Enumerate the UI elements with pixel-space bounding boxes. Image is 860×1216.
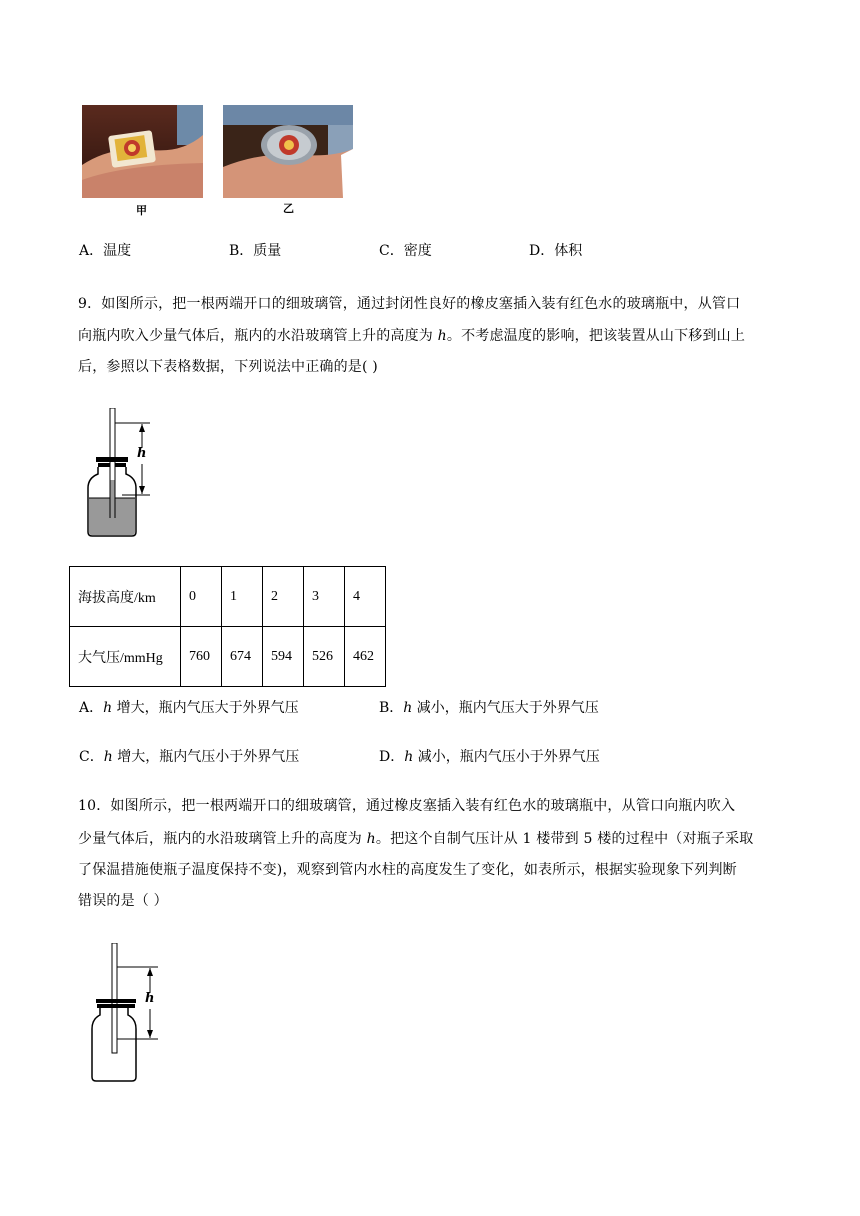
table-row bbox=[70, 627, 386, 687]
q9-figure-h-label: h bbox=[137, 446, 147, 461]
table-cell: 674 bbox=[222, 627, 263, 687]
table-cell: 462 bbox=[345, 627, 386, 687]
q10-figure-h-label: h bbox=[145, 991, 155, 1006]
caption-jia: 甲 bbox=[136, 204, 147, 217]
table-cell: 1 bbox=[222, 567, 263, 627]
altitude-pressure-table bbox=[69, 566, 386, 687]
q8-option-d[interactable]: D．体积 bbox=[529, 243, 583, 259]
q9-option-d[interactable]: D．h 减小，瓶内气压小于外界气压 bbox=[379, 749, 600, 765]
table-header-altitude: 海拔高度/km bbox=[70, 567, 181, 627]
table-cell: 526 bbox=[304, 627, 345, 687]
q8-option-a[interactable]: A．温度 bbox=[79, 243, 132, 259]
table-row bbox=[70, 567, 386, 627]
table-cell: 760 bbox=[181, 627, 222, 687]
q10-text-line3: 了保温措施使瓶子温度保持不变)，观察到管内水柱的高度发生了变化，如表所示，根据实验现象下列判断 bbox=[78, 862, 737, 878]
q10-text-line4: 错误的是（ ） bbox=[78, 893, 168, 909]
q9-option-b[interactable]: B．h 减小，瓶内气压大于外界气压 bbox=[379, 700, 599, 716]
q9-text-line2: 向瓶内吹入少量气体后，瓶内的水沿玻璃管上升的高度为 h。不考虑温度的影响，把该装置从山下移到山上 bbox=[78, 328, 746, 344]
table-cell: 2 bbox=[263, 567, 304, 627]
q9-text-line1: 9．如图所示，把一根两端开口的细玻璃管，通过封闭性良好的橡皮塞插入装有红色水的玻璃瓶中，从管口 bbox=[78, 296, 741, 312]
q8-option-c[interactable]: C．密度 bbox=[379, 243, 432, 259]
photo-yi bbox=[223, 105, 353, 198]
table-cell: 0 bbox=[181, 567, 222, 627]
table-cell: 3 bbox=[304, 567, 345, 627]
caption-yi: 乙 bbox=[283, 202, 294, 215]
q9-option-c[interactable]: C．h 增大，瓶内气压小于外界气压 bbox=[79, 749, 300, 765]
q8-option-b[interactable]: B．质量 bbox=[229, 243, 282, 259]
q9-barometer-figure bbox=[84, 408, 164, 538]
table-header-pressure: 大气压/mmHg bbox=[70, 627, 181, 687]
q10-barometer-figure bbox=[88, 943, 168, 1085]
q10-text-line1: 10．如图所示，把一根两端开口的细玻璃管，通过橡皮塞插入装有红色水的玻璃瓶中，从管口向瓶内吹入 bbox=[78, 798, 736, 814]
table-cell: 594 bbox=[263, 627, 304, 687]
photo-jia bbox=[82, 105, 203, 198]
q9-text-line3: 后，参照以下表格数据，下列说法中正确的是( ) bbox=[78, 359, 378, 375]
q9-option-a[interactable]: A．h 增大，瓶内气压大于外界气压 bbox=[79, 700, 299, 716]
table-cell: 4 bbox=[345, 567, 386, 627]
q10-text-line2: 少量气体后，瓶内的水沿玻璃管上升的高度为 h。把这个自制气压计从 1 楼带到 5 楼的过程中（对瓶子采取 bbox=[78, 831, 754, 847]
